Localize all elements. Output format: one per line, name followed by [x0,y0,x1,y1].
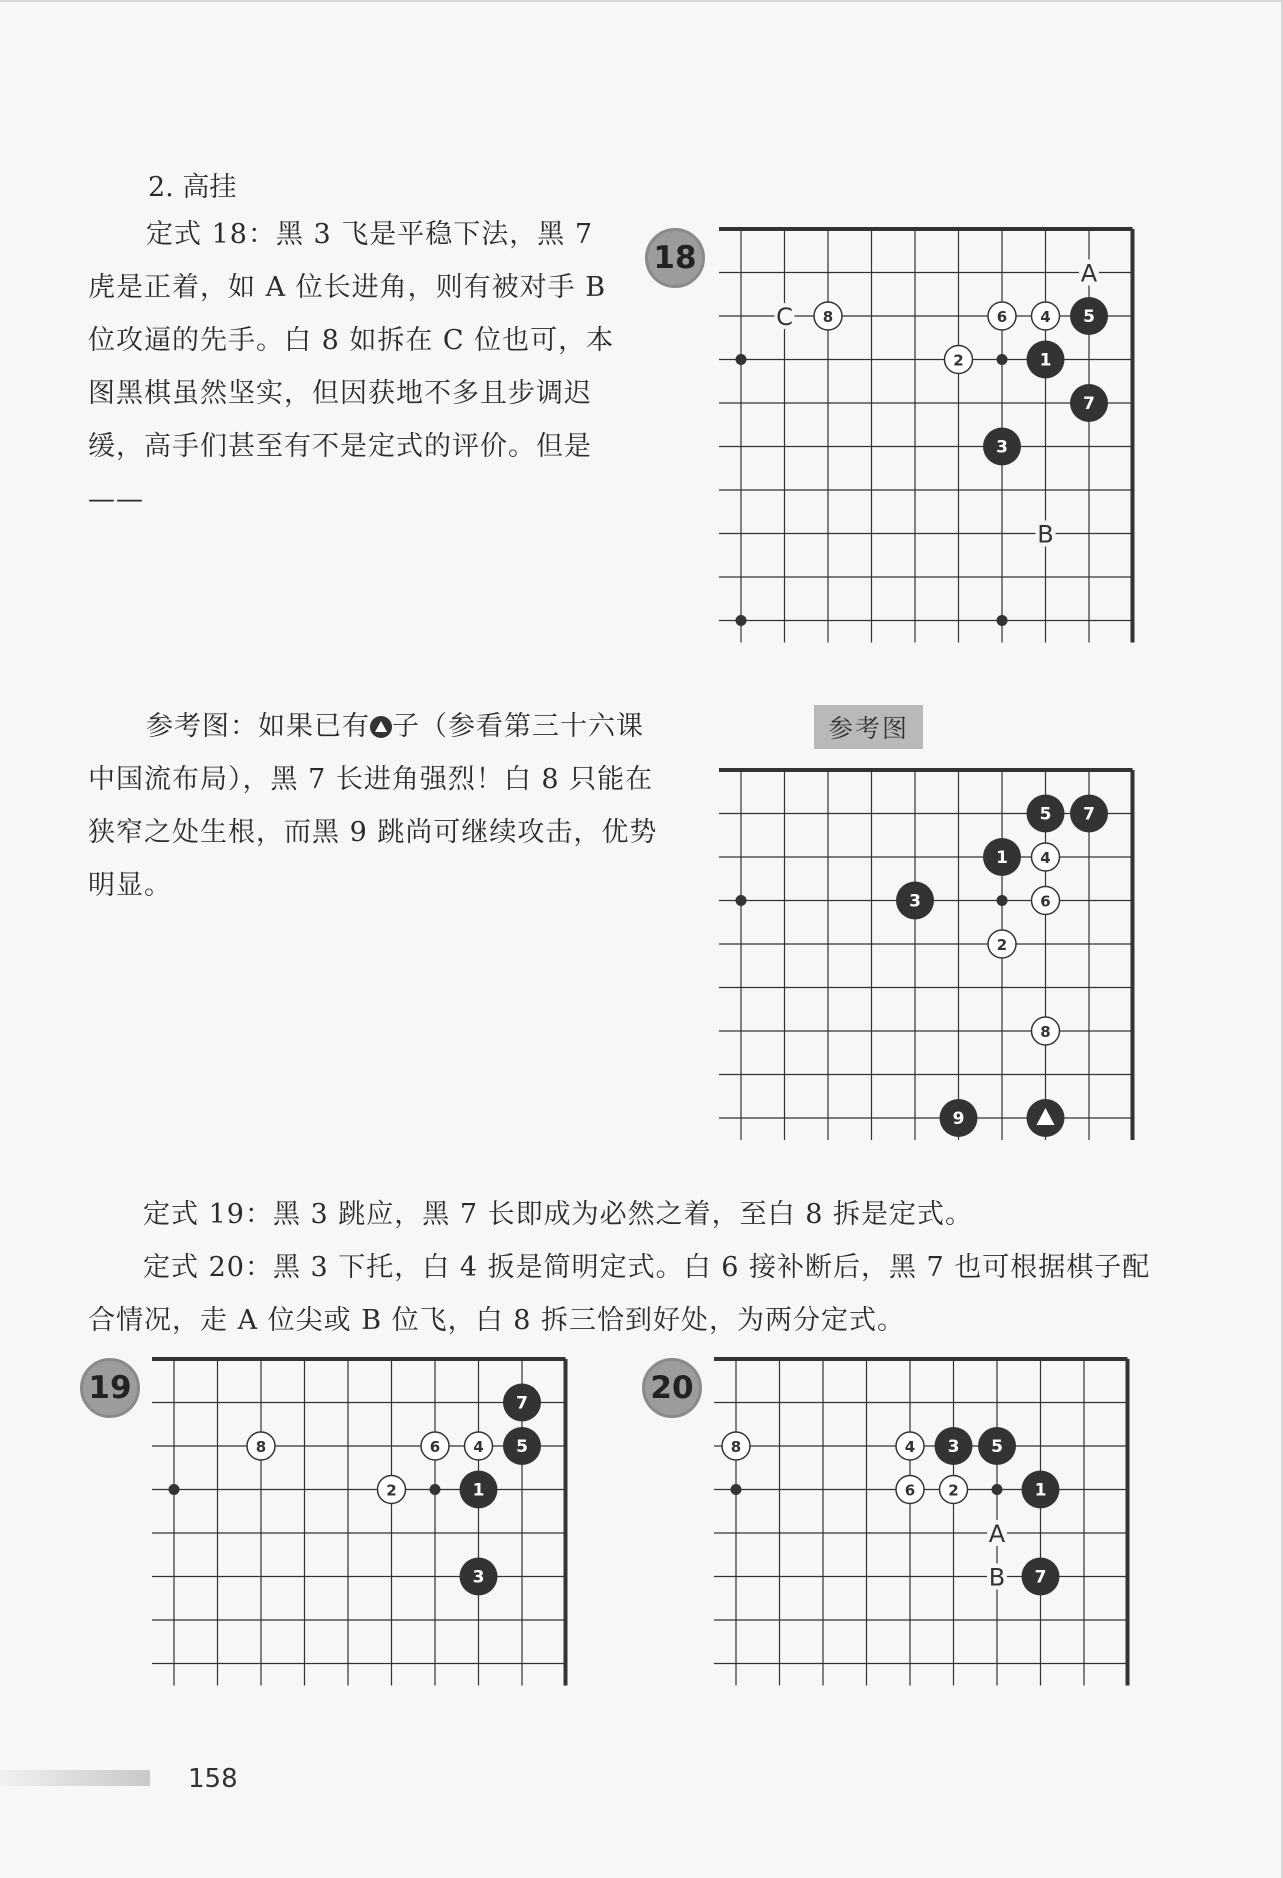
section-heading: 2. 高挂 [148,172,237,203]
white-stone-4 [1032,843,1060,871]
svg-text:7: 7 [1034,1567,1047,1588]
svg-text:1: 1 [996,848,1008,868]
white-stone-4 [1032,302,1060,330]
svg-text:9: 9 [952,1109,965,1129]
star-point [992,1484,1003,1495]
white-stone-2 [378,1476,406,1504]
board-letter-A: A [988,1520,1006,1548]
reference-text-end: 子（参看第三十六课中国流布局），黑 7 长进角强烈！白 8 只能在狭窄之处生根，而黑 9 跳尚可继续攻击，优势明显。 [88,711,658,901]
svg-text:4: 4 [1040,849,1051,867]
svg-text:6: 6 [904,1481,916,1500]
svg-text:1: 1 [1034,1480,1047,1501]
svg-text:2: 2 [953,351,964,370]
diagram-18-badge: 18 [645,228,705,288]
svg-text:2: 2 [996,936,1008,954]
board-letter-A: A [1080,259,1098,288]
svg-text:5: 5 [516,1437,528,1457]
svg-text:8: 8 [730,1438,742,1456]
svg-text:4: 4 [1040,308,1051,326]
black-stone-3 [983,428,1021,466]
board-grid [719,770,1133,1140]
footer-decoration [0,1770,150,1786]
black-stone-7 [503,1384,541,1422]
star-point [997,615,1008,626]
svg-text:4: 4 [904,1438,916,1456]
svg-text:2: 2 [386,1481,397,1500]
star-point [731,1484,742,1495]
board-grid [152,1359,566,1686]
go-diagram-reference [735,766,1145,1146]
black-stone-7 [1022,1558,1060,1596]
svg-text:1: 1 [472,1480,485,1501]
white-stone-6 [988,302,1016,330]
black-stone-5 [503,1427,541,1465]
white-stone-8 [247,1432,275,1460]
svg-text:8: 8 [1040,1023,1051,1041]
white-stone-8 [814,302,842,330]
svg-text:5: 5 [1083,307,1095,327]
star-point [736,895,747,906]
white-stone-2 [988,930,1016,958]
board-letter-B: B [1037,520,1054,549]
svg-text:5: 5 [991,1437,1003,1457]
svg-text:4: 4 [473,1438,484,1456]
black-stone-1 [1022,1471,1060,1509]
go-diagram-20 [730,1355,1140,1685]
white-stone-4 [465,1432,493,1460]
reference-diagram-label: 参考图 [814,705,923,749]
white-stone-2 [940,1476,968,1504]
triangle-stone-icon [370,716,392,738]
star-point [430,1484,441,1495]
black-stone-1 [460,1471,498,1509]
go-diagram-19 [168,1355,578,1685]
svg-text:3: 3 [909,891,921,912]
svg-text:3: 3 [472,1567,485,1588]
star-point [997,895,1008,906]
svg-text:6: 6 [1040,892,1051,911]
black-stone-3 [896,882,934,920]
black-stone-5 [1027,795,1065,833]
svg-text:1: 1 [1039,350,1052,371]
svg-text:7: 7 [516,1393,528,1414]
svg-text:6: 6 [429,1438,441,1456]
star-point [736,354,747,365]
black-stone-3 [935,1427,973,1465]
paragraph-joseki-20: 定式 20：黑 3 下托，白 4 扳是简明定式。白 6 接补断后，黑 7 也可根据棋子配合情况，走 A 位尖或 B 位飞，白 8 拆三恰到好处，为两分定式。 [88,1252,1151,1336]
white-stone-4 [896,1432,924,1460]
svg-text:7: 7 [1083,804,1095,825]
black-stone-1 [983,838,1021,876]
paragraph-joseki-18: 定式 18：黑 3 飞是平稳下法，黑 7 虎是正着，如 A 位长进角，则有被对手 B 位攻逼的先手。白 8 如拆在 C 位也可，本图黑棋虽然坚实，但因获地不多且步调迟缓，高手们甚至有不是定式的评价。但是—— [88,219,615,515]
board-letter-B: B [988,1563,1006,1592]
white-stone-6 [421,1432,449,1460]
svg-text:2: 2 [948,1481,959,1500]
black-stone-5 [978,1427,1016,1465]
star-point [997,354,1008,365]
page-number: 158 [188,1764,238,1794]
paragraph-reference [88,700,668,912]
black-stone-marked [1027,1099,1065,1137]
svg-text:5: 5 [1039,804,1052,825]
board-letter-C: C [776,303,793,331]
black-stone-5 [1070,297,1108,335]
white-stone-8 [722,1432,750,1460]
svg-text:3: 3 [996,437,1008,458]
white-stone-2 [945,346,973,374]
svg-text:3: 3 [947,1437,960,1457]
diagram-20-badge: 20 [642,1358,702,1418]
go-diagram-18 [735,225,1145,645]
white-stone-6 [1032,887,1060,915]
svg-text:8: 8 [822,308,834,326]
reference-text-start: 参考图：如果已有 [146,711,370,742]
black-stone-1 [1027,341,1065,379]
board-grid [714,1359,1128,1686]
star-point [736,615,747,626]
black-stone-9 [940,1099,978,1137]
black-stone-7 [1070,795,1108,833]
board-grid [719,229,1133,643]
svg-text:7: 7 [1083,394,1095,414]
diagram-19-badge: 19 [80,1358,140,1418]
svg-text:8: 8 [255,1438,267,1456]
paragraph-joseki-19: 定式 19：黑 3 跳应，黑 7 长即成为必然之着，至白 8 拆是定式。 [143,1199,973,1230]
black-stone-7 [1070,384,1108,422]
black-stone-3 [460,1558,498,1596]
star-point [169,1484,180,1495]
white-stone-8 [1032,1017,1060,1045]
white-stone-6 [896,1476,924,1504]
svg-text:6: 6 [996,308,1008,326]
